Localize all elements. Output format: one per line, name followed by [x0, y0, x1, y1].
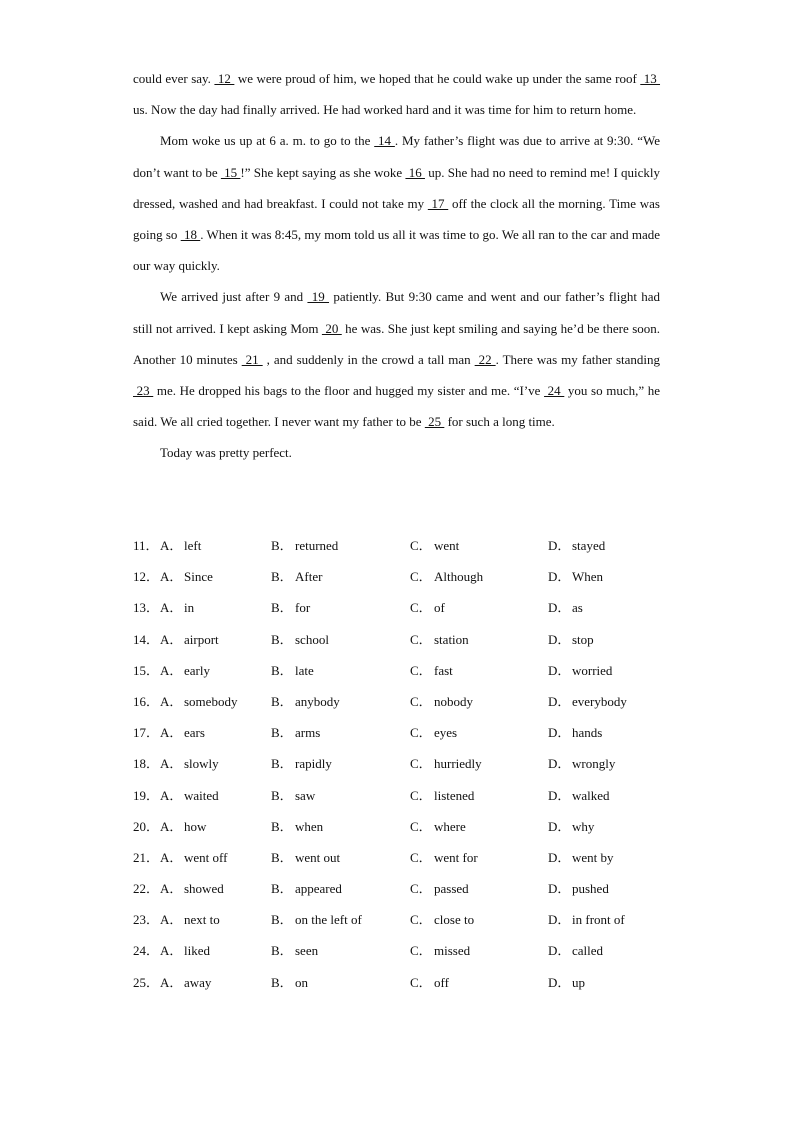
- option-text: airport: [184, 631, 219, 647]
- option-a: [160, 686, 237, 717]
- option-text: listened: [434, 787, 475, 803]
- option-text: when: [295, 818, 324, 834]
- passage-paragraph: [133, 63, 660, 125]
- option-a: [160, 904, 220, 935]
- option-text: on the left of: [295, 912, 362, 928]
- option-d: [548, 530, 605, 561]
- option-c: [410, 655, 453, 686]
- option-letter: B．: [271, 912, 293, 928]
- option-letter: C．: [410, 693, 432, 709]
- option-text: everybody: [572, 693, 627, 709]
- option-text: walked: [572, 787, 610, 803]
- option-a: [160, 935, 210, 966]
- passage-text: off the clock all the morning. Time was going so: [133, 195, 660, 243]
- option-letter: A．: [160, 725, 183, 741]
- answer-blank: 22: [474, 351, 496, 367]
- option-text: of: [434, 600, 445, 616]
- option-text: called: [572, 943, 604, 959]
- option-a: [160, 592, 194, 623]
- answer-blank: 14: [374, 133, 395, 149]
- option-b: [271, 904, 362, 935]
- question-number: 25．: [133, 974, 160, 990]
- answer-blank: 20: [321, 320, 342, 336]
- option-text: on: [295, 974, 308, 990]
- option-text: left: [184, 538, 202, 553]
- question-number: 21．: [133, 849, 160, 865]
- question-row: [133, 530, 693, 561]
- option-letter: A．: [160, 787, 183, 803]
- option-letter: C．: [410, 943, 432, 959]
- question-number: 14．: [133, 631, 160, 647]
- option-text: Although: [434, 569, 484, 585]
- option-text: fast: [434, 662, 453, 678]
- option-b: [271, 592, 310, 623]
- option-text: seen: [295, 943, 319, 959]
- passage-text: . My father’s flight was due to arrive at 9:30. “We don’t want to be: [133, 133, 660, 180]
- option-text: school: [295, 631, 329, 647]
- option-text: passed: [434, 881, 469, 897]
- option-a: [160, 530, 201, 561]
- answer-blank: 23: [133, 383, 154, 399]
- question-row: [133, 967, 693, 998]
- passage-text: patiently. But 9:30 came and went and our father’s flight had still not arrived. I kept asking Mom: [133, 289, 661, 336]
- answer-options: [133, 530, 693, 998]
- option-text: wrongly: [572, 756, 616, 772]
- question-row: [133, 561, 693, 592]
- answer-blank: 24: [544, 383, 565, 399]
- option-text: late: [295, 662, 314, 678]
- option-d: [548, 561, 603, 592]
- option-text: stayed: [572, 538, 606, 553]
- option-text: pushed: [572, 881, 609, 897]
- option-text: in front of: [572, 912, 625, 928]
- option-letter: B．: [271, 662, 293, 678]
- option-letter: D．: [548, 600, 571, 616]
- passage-text: us. Now the day had finally arrived. He had worked hard and it was time for him to return home.: [133, 102, 637, 118]
- option-text: anybody: [295, 693, 340, 709]
- option-letter: A．: [160, 943, 183, 959]
- answer-blank: 21: [241, 351, 263, 367]
- option-text: ears: [184, 725, 205, 741]
- option-c: [410, 717, 457, 748]
- question-number: 20．: [133, 818, 160, 834]
- option-a: [160, 561, 213, 592]
- option-letter: C．: [410, 662, 432, 678]
- option-letter: D．: [548, 631, 571, 647]
- passage-text: up. She had no need to remind me! I quickly dressed, washed and had breakfast. I could not take my: [133, 164, 661, 211]
- option-text: slowly: [184, 756, 219, 772]
- option-c: [410, 935, 470, 966]
- option-text: next to: [184, 912, 220, 928]
- option-letter: B．: [271, 849, 293, 865]
- option-c: [410, 873, 469, 904]
- option-text: close to: [434, 912, 475, 928]
- option-letter: D．: [548, 818, 571, 834]
- option-a: [160, 967, 211, 998]
- option-letter: B．: [271, 943, 293, 959]
- option-letter: A．: [160, 569, 183, 585]
- option-letter: C．: [410, 538, 432, 553]
- option-text: waited: [184, 787, 219, 803]
- question-number: 13．: [133, 600, 160, 616]
- option-text: liked: [184, 943, 210, 959]
- passage-text: he was. She just kept smiling and saying he’d be there soon. Another 10 minutes: [133, 320, 661, 367]
- answer-blank: 19: [307, 289, 330, 305]
- option-letter: D．: [548, 538, 571, 553]
- option-c: [410, 748, 482, 779]
- option-letter: C．: [410, 569, 432, 585]
- option-letter: C．: [410, 787, 432, 803]
- option-c: [410, 904, 474, 935]
- option-c: [410, 842, 478, 873]
- passage-text: We arrived just after 9 and: [160, 289, 308, 305]
- option-text: After: [295, 569, 323, 585]
- option-letter: A．: [160, 881, 183, 897]
- question-number: 22．: [133, 881, 160, 897]
- option-d: [548, 780, 610, 811]
- question-number: 15．: [133, 662, 160, 678]
- option-text: as: [572, 600, 583, 616]
- option-d: [548, 811, 594, 842]
- option-b: [271, 561, 322, 592]
- passage-paragraph: [133, 125, 660, 281]
- option-letter: D．: [548, 849, 571, 865]
- answer-blank: 13: [640, 71, 661, 86]
- question-row: [133, 811, 693, 842]
- option-letter: C．: [410, 974, 432, 990]
- option-letter: A．: [160, 849, 183, 865]
- answer-blank: 18: [180, 227, 201, 243]
- option-c: [410, 592, 445, 623]
- option-text: why: [572, 818, 595, 834]
- question-row: [133, 904, 693, 935]
- question-number: 16．: [133, 693, 160, 709]
- option-letter: A．: [160, 600, 183, 616]
- option-b: [271, 811, 323, 842]
- passage-paragraph: [133, 281, 660, 437]
- option-text: went out: [295, 849, 341, 865]
- option-b: [271, 873, 342, 904]
- answer-blank: 16: [405, 164, 425, 180]
- option-letter: C．: [410, 600, 432, 616]
- option-b: [271, 530, 338, 561]
- option-text: When: [572, 569, 604, 585]
- option-letter: B．: [271, 693, 293, 709]
- option-d: [548, 873, 609, 904]
- option-text: stop: [572, 631, 594, 647]
- option-letter: A．: [160, 631, 183, 647]
- passage-text: for such a long time.: [444, 414, 555, 430]
- option-letter: D．: [548, 725, 571, 741]
- question-number: 12．: [133, 569, 160, 585]
- option-c: [410, 811, 466, 842]
- option-text: where: [434, 818, 466, 834]
- option-text: up: [572, 974, 585, 990]
- question-row: [133, 686, 693, 717]
- option-letter: B．: [271, 631, 293, 647]
- option-letter: B．: [271, 756, 293, 772]
- option-d: [548, 624, 594, 655]
- question-row: [133, 873, 693, 904]
- answer-blank: 17: [427, 195, 449, 211]
- option-letter: C．: [410, 725, 432, 741]
- option-text: worried: [572, 662, 613, 678]
- option-letter: B．: [271, 538, 293, 553]
- option-letter: A．: [160, 912, 183, 928]
- option-letter: D．: [548, 881, 571, 897]
- question-number: 24．: [133, 943, 160, 959]
- question-number: 23．: [133, 912, 160, 928]
- question-row: [133, 717, 693, 748]
- option-a: [160, 717, 205, 748]
- option-c: [410, 624, 469, 655]
- option-a: [160, 842, 227, 873]
- option-letter: C．: [410, 849, 432, 865]
- option-letter: C．: [410, 912, 432, 928]
- option-a: [160, 811, 206, 842]
- option-letter: C．: [410, 818, 432, 834]
- passage-text: Mom woke us up at 6 a. m. to go to the: [160, 133, 375, 149]
- passage-text: !” She kept saying as she woke: [240, 164, 406, 180]
- option-letter: B．: [271, 881, 293, 897]
- passage-text: could ever say.: [133, 71, 215, 86]
- option-text: rapidly: [295, 756, 332, 772]
- answer-blank: 25: [424, 414, 445, 430]
- option-letter: A．: [160, 693, 183, 709]
- option-text: Since: [184, 569, 213, 585]
- question-row: [133, 748, 693, 779]
- option-b: [271, 748, 332, 779]
- passage-text: , and suddenly in the crowd a tall man: [262, 351, 475, 367]
- option-letter: B．: [271, 974, 293, 990]
- option-b: [271, 780, 315, 811]
- option-letter: A．: [160, 538, 183, 553]
- option-text: in: [184, 600, 195, 616]
- option-c: [410, 561, 483, 592]
- option-a: [160, 780, 219, 811]
- option-c: [410, 967, 449, 998]
- option-letter: D．: [548, 974, 571, 990]
- question-row: [133, 624, 693, 655]
- option-text: how: [184, 818, 207, 834]
- option-text: eyes: [434, 725, 458, 741]
- passage-text: you so much,” he said. We all cried together. I never want my father to be: [133, 383, 661, 430]
- question-row: [133, 592, 693, 623]
- option-letter: A．: [160, 756, 183, 772]
- question-row: [133, 780, 693, 811]
- question-row: [133, 655, 693, 686]
- question-number: 19．: [133, 787, 160, 803]
- option-letter: B．: [271, 569, 293, 585]
- option-b: [271, 655, 314, 686]
- option-letter: B．: [271, 787, 293, 803]
- option-text: missed: [434, 943, 471, 959]
- option-d: [548, 967, 585, 998]
- option-text: off: [434, 974, 449, 990]
- answer-blank: 15: [220, 164, 241, 180]
- option-text: saw: [295, 787, 316, 803]
- question-row: [133, 842, 693, 873]
- option-text: went by: [572, 849, 614, 865]
- option-c: [410, 530, 459, 561]
- option-letter: C．: [410, 756, 432, 772]
- option-text: station: [434, 631, 469, 647]
- option-text: for: [295, 600, 311, 616]
- option-d: [548, 655, 612, 686]
- option-b: [271, 967, 308, 998]
- option-d: [548, 935, 603, 966]
- option-letter: D．: [548, 943, 571, 959]
- option-d: [548, 904, 625, 935]
- option-text: early: [184, 662, 210, 678]
- answer-blank: 12: [214, 71, 235, 86]
- option-letter: D．: [548, 912, 571, 928]
- option-text: away: [184, 974, 212, 990]
- question-number: 17．: [133, 725, 160, 741]
- option-a: [160, 624, 219, 655]
- cloze-passage: [133, 63, 660, 469]
- option-letter: C．: [410, 631, 432, 647]
- option-b: [271, 686, 340, 717]
- option-b: [271, 717, 320, 748]
- option-c: [410, 686, 473, 717]
- option-b: [271, 842, 340, 873]
- option-letter: B．: [271, 600, 293, 616]
- option-letter: D．: [548, 756, 571, 772]
- option-text: arms: [295, 725, 321, 741]
- option-text: hands: [572, 725, 603, 741]
- passage-text: . There was my father standing: [495, 351, 661, 367]
- option-d: [548, 842, 614, 873]
- option-letter: C．: [410, 881, 432, 897]
- option-letter: A．: [160, 974, 183, 990]
- option-letter: A．: [160, 662, 183, 678]
- option-c: [410, 780, 474, 811]
- option-letter: D．: [548, 569, 571, 585]
- option-text: went for: [434, 849, 478, 865]
- option-letter: D．: [548, 693, 571, 709]
- option-text: appeared: [295, 881, 342, 897]
- passage-paragraph-closing: Today was pretty perfect.: [160, 445, 292, 461]
- passage-text: we were proud of him, we hoped that he could wake up under the same roof: [234, 71, 641, 86]
- option-b: [271, 624, 329, 655]
- question-number: 18．: [133, 756, 160, 772]
- option-d: [548, 686, 627, 717]
- option-a: [160, 655, 210, 686]
- option-text: went: [434, 538, 460, 553]
- option-letter: B．: [271, 725, 293, 741]
- option-text: somebody: [184, 693, 238, 709]
- option-d: [548, 717, 602, 748]
- option-a: [160, 748, 219, 779]
- option-letter: D．: [548, 787, 571, 803]
- option-text: returned: [295, 538, 339, 553]
- passage-text: me. He dropped his bags to the floor and hugged my sister and me. “I’ve: [153, 383, 545, 399]
- option-b: [271, 935, 318, 966]
- option-letter: A．: [160, 818, 183, 834]
- option-text: went off: [184, 849, 228, 865]
- option-text: hurriedly: [434, 756, 482, 772]
- question-number: 11．: [133, 538, 159, 553]
- option-letter: B．: [271, 818, 293, 834]
- passage-text: . When it was 8:45, my mom told us all it was time to go. We all ran to the car and made our way quickly.: [133, 227, 661, 274]
- option-text: nobody: [434, 693, 473, 709]
- option-a: [160, 873, 224, 904]
- option-d: [548, 592, 583, 623]
- option-text: showed: [184, 881, 224, 897]
- option-letter: D．: [548, 662, 571, 678]
- option-d: [548, 748, 615, 779]
- question-row: [133, 935, 693, 966]
